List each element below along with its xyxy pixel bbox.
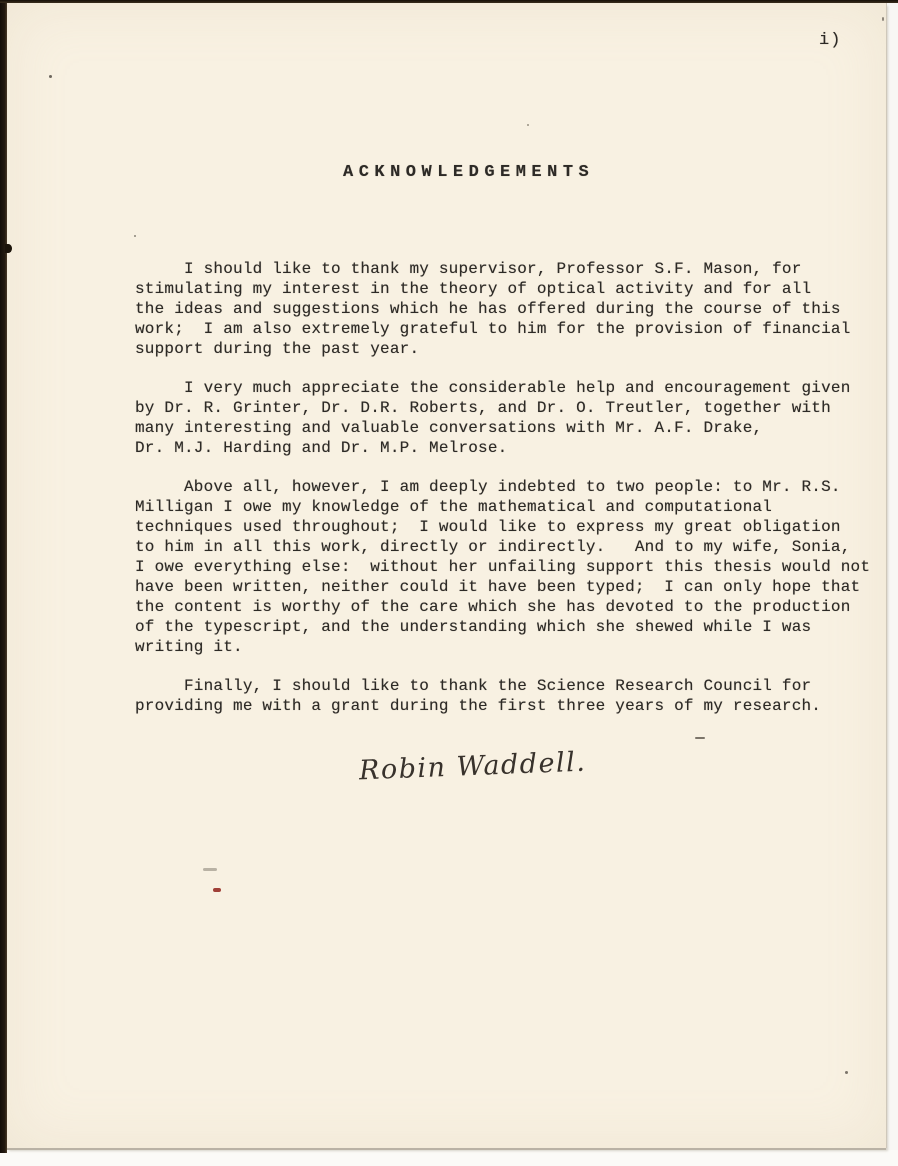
paper-sheet: [7, 3, 886, 1148]
paper-smudge: [203, 868, 217, 871]
text-line: many interesting and valuable conversations with Mr. A.F. Drake,: [135, 419, 763, 437]
text-line: by Dr. R. Grinter, Dr. D.R. Roberts, and Dr. O. Treutler, together with: [135, 399, 831, 417]
page-number: i): [819, 31, 842, 50]
text-line: I should like to thank my supervisor, Professor S.F. Mason, for: [135, 260, 802, 278]
text-line: the content is worthy of the care which she has devoted to the production: [135, 598, 851, 616]
paper-speck: [134, 235, 136, 237]
scan-edge-left: [0, 0, 7, 1153]
text-line: Milligan I owe my knowledge of the mathematical and computational: [135, 498, 773, 516]
text-line: Above all, however, I am deeply indebted to two people: to Mr. R.S.: [135, 478, 841, 496]
text-line: techniques used throughout; I would like to express my great obligation: [135, 518, 841, 536]
text-line: writing it.: [135, 638, 243, 656]
body-text: [135, 259, 887, 735]
text-line: Dr. M.J. Harding and Dr. M.P. Melrose.: [135, 439, 508, 457]
text-line: the ideas and suggestions which he has offered during the course of this: [135, 300, 841, 318]
text-line: to him in all this work, directly or indirectly. And to my wife, Sonia,: [135, 538, 851, 556]
page-title: ACKNOWLEDGEMENTS: [343, 163, 595, 182]
scanner-bed-strip: [0, 1150, 898, 1166]
scan-edge-top: [0, 0, 898, 3]
text-line: of the typescript, and the understanding which she shewed while I was: [135, 618, 812, 636]
paper-speck: [845, 1071, 848, 1074]
paper-speck: [695, 737, 705, 739]
scan-edge-notch: [5, 244, 12, 253]
paper-speck: [527, 124, 529, 126]
text-line: providing me with a grant during the first three years of my research.: [135, 697, 822, 715]
text-line: I very much appreciate the considerable help and encouragement given: [135, 379, 851, 397]
text-line: have been written, neither could it have been typed; I can only hope that: [135, 578, 861, 596]
paragraph-4: [135, 676, 887, 716]
paragraph-2: [135, 378, 887, 458]
text-line: I owe everything else: without her unfailing support this thesis would not: [135, 558, 871, 576]
text-line: stimulating my interest in the theory of optical activity and for all: [135, 280, 812, 298]
paper-speck: [882, 17, 884, 21]
handwritten-signature: Robin Waddell.: [358, 746, 587, 787]
text-line: support during the past year.: [135, 340, 420, 358]
paragraph-1: [135, 259, 887, 359]
paragraph-3: [135, 477, 887, 657]
text-line: Finally, I should like to thank the Science Research Council for: [135, 677, 812, 695]
paper-speck: [49, 75, 52, 78]
text-line: work; I am also extremely grateful to him for the provision of financial: [135, 320, 851, 338]
red-ink-speck: [213, 888, 221, 892]
